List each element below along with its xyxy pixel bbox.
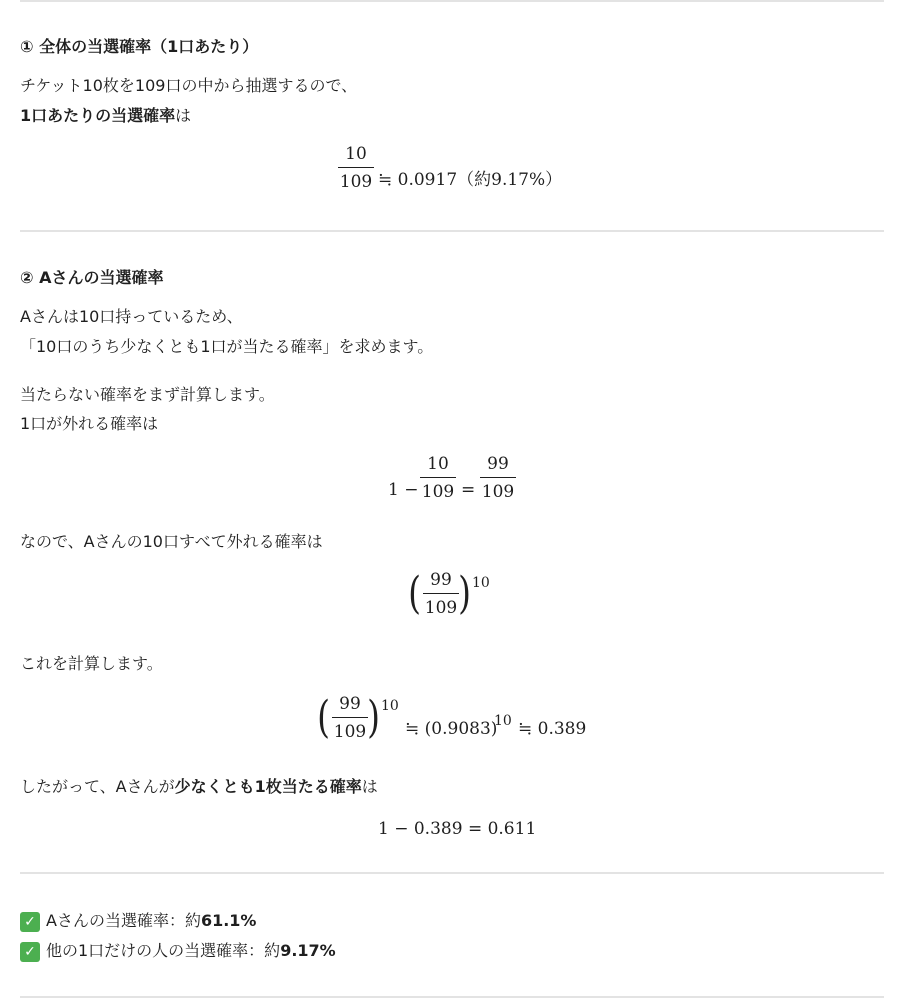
bold-phrase: 1口あたりの当選確率: [20, 106, 176, 125]
fraction-10-over-109: [420, 454, 456, 502]
right-paren: ): [367, 692, 381, 743]
exponent: 10: [381, 698, 399, 714]
numerator: 99: [487, 454, 509, 474]
denominator: 109: [421, 482, 455, 502]
summary-label: 他の1口だけの人の当選確率：約: [46, 941, 281, 960]
approx-expression: ≒ (0.9083): [405, 719, 498, 739]
summary-value: 61.1%: [200, 911, 257, 930]
fraction-bar: [420, 477, 456, 478]
numerator: 99: [339, 694, 361, 714]
left-paren: (: [317, 692, 331, 743]
section2-line7: [20, 777, 378, 797]
final-formula: 1 − 0.389 = 0.611: [378, 819, 537, 839]
left-paren: (: [408, 568, 422, 619]
fraction-bar: [332, 717, 368, 718]
section2-line4: 1口が外れる確率は: [20, 414, 159, 433]
summary-value: 9.17%: [280, 941, 336, 960]
fraction-99-over-109: [332, 694, 368, 742]
section2-line5: なので、Aさんの10口すべて外れる確率は: [20, 532, 323, 551]
exponent: 10: [472, 575, 490, 591]
section1-line2: [20, 106, 191, 126]
fraction-99-over-109: [423, 570, 459, 618]
numerator: 99: [430, 570, 452, 590]
divider: [20, 996, 884, 998]
formula-lead: 1 −: [388, 480, 419, 500]
section2-line6: これを計算します。: [20, 654, 163, 673]
section2-line2: 「10口のうち少なくとも1口が当たる確率」を求めます。: [20, 337, 434, 356]
text-span: は: [361, 777, 378, 796]
summary-item: [20, 941, 336, 962]
fraction-bar: [423, 593, 459, 594]
summary-item: [20, 911, 256, 932]
divider: [20, 230, 884, 232]
numerator: 10: [427, 454, 449, 474]
check-mark-icon: ✓: [20, 942, 40, 962]
text-span: は: [175, 106, 192, 125]
divider: [20, 0, 884, 2]
right-paren: ): [458, 568, 472, 619]
denominator: 109: [424, 598, 458, 618]
fraction-bar: [480, 477, 516, 478]
bold-phrase: 少なくとも1枚当たる確率: [174, 777, 362, 796]
denominator: 109: [333, 722, 367, 742]
fraction-10-over-109: [338, 144, 374, 192]
approx-result: ≒ 0.389: [518, 719, 587, 739]
denominator: 109: [339, 172, 373, 192]
numerator: 10: [345, 144, 367, 164]
section1-line1: チケット10枚を109口の中から抽選するので、: [20, 76, 358, 95]
section2-line1: Aさんは10口持っているため、: [20, 307, 243, 326]
divider: [20, 872, 884, 874]
section2-line3: 当たらない確率をまず計算します。: [20, 385, 275, 404]
denominator: 109: [481, 482, 515, 502]
formula-approx-result: ≒ 0.0917（約9.17%）: [378, 170, 563, 190]
text-span: したがって、Aさんが: [20, 777, 175, 796]
summary-label: Aさんの当選確率：約: [46, 911, 201, 930]
equals-sign: =: [461, 480, 476, 500]
check-mark-icon: ✓: [20, 912, 40, 932]
section1-heading: ① 全体の当選確率（1口あたり）: [20, 37, 259, 56]
section2-heading: ② Aさんの当選確率: [20, 268, 164, 287]
fraction-99-over-109: [480, 454, 516, 502]
exponent: 10: [494, 713, 512, 729]
fraction-bar: [338, 167, 374, 168]
